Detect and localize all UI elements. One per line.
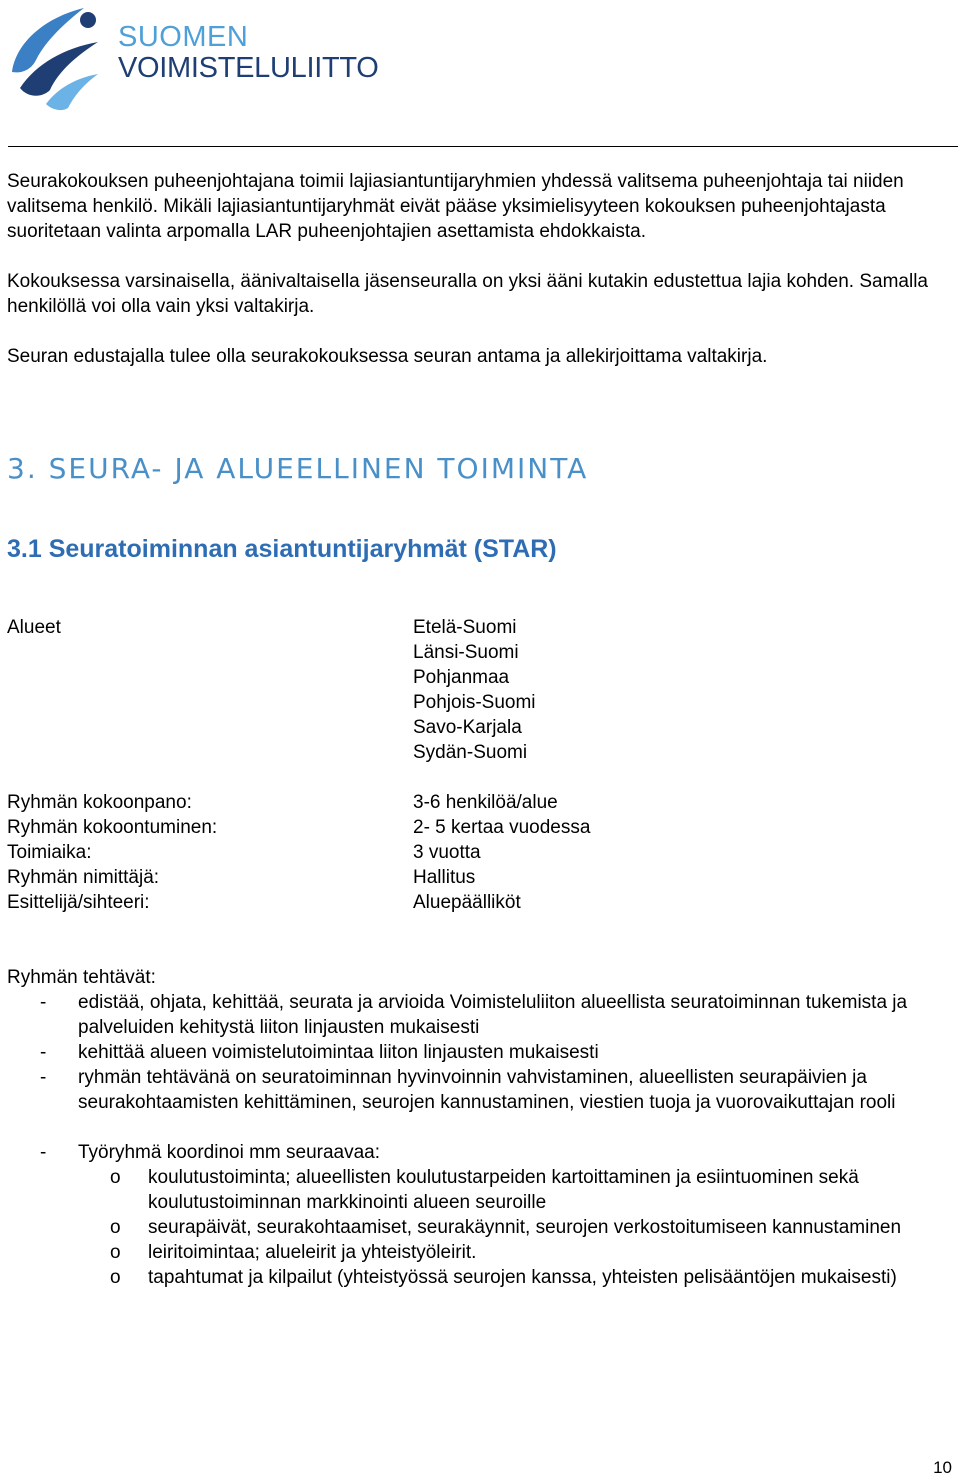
section-heading: 3. SEURA- JA ALUEELLINEN TOIMINTA: [7, 452, 589, 485]
logo-text-line1: SUOMEN: [118, 21, 249, 53]
task-subitem: [0, 1165, 958, 1215]
detail-label: Ryhmän kokoontuminen:: [7, 817, 218, 838]
task-subitems: [0, 1165, 958, 1290]
task-subitem-text: seurapäivät, seurakohtaamiset, seurakäynnit, seurojen verkostoitumiseen kannustaminen: [148, 1217, 902, 1238]
task-item: [0, 1040, 958, 1065]
paragraph-voting: Kokouksessa varsinaisella, äänivaltaisella jäsenseuralla on yksi ääni kutakin edustettua lajia kohden. Samalla henkilöllä voi olla vain yksi valtakirja.: [7, 271, 928, 317]
area-item: Pohjanmaa: [413, 667, 510, 688]
task-subitem: [0, 1240, 958, 1265]
detail-label: Toimiaika:: [7, 842, 92, 863]
detail-value: Hallitus: [413, 867, 476, 888]
task-text: edistää, ohjata, kehittää, seurata ja arvioida Voimisteluliiton alueellista seuratoiminnan tukemista ja palveluiden kehitystä liiton linjausten mukaisesti: [78, 992, 908, 1038]
details-labels: [7, 790, 217, 915]
gymnast-swirl-icon: [6, 2, 116, 112]
area-item: Sydän-Suomi: [413, 742, 528, 763]
area-item: Länsi-Suomi: [413, 642, 519, 663]
task-text: Työryhmä koordinoi mm seuraavaa:: [78, 1142, 381, 1163]
detail-value: 3 vuotta: [413, 842, 481, 863]
header-divider: [8, 146, 958, 147]
detail-label: Esittelijä/sihteeri:: [7, 892, 150, 913]
paragraph-meeting-chair: Seurakokouksen puheenjohtajana toimii lajiasiantuntijaryhmien yhdessä valitsema puheenjohtaja tai niiden valitsema henkilö. Mikäli lajiasiantuntijaryhmät eivät pääse yksimielisyyteen kokouksen puheenjohtajasta suoritetaan valinta arpomalla LAR puheenjohtajien asettamista ehdokkaista.: [7, 171, 904, 242]
task-item: [0, 990, 958, 1040]
dash-bullet: -: [40, 1042, 47, 1063]
areas-list: [413, 615, 536, 765]
area-item: Pohjois-Suomi: [413, 692, 536, 713]
detail-label: Ryhmän kokoonpano:: [7, 792, 192, 813]
detail-value: 3-6 henkilöä/alue: [413, 792, 558, 813]
detail-value: 2- 5 kertaa vuodessa: [413, 817, 591, 838]
detail-value: Aluepäälliköt: [413, 892, 521, 913]
subsection-heading: 3.1 Seuratoiminnan asiantuntijaryhmät (STAR): [7, 535, 557, 563]
task-subitem: [0, 1265, 958, 1290]
paragraph-proxy: Seuran edustajalla tulee olla seurakokouksessa seuran antama ja allekirjoittama valtakirja.: [7, 346, 768, 367]
circle-bullet: o: [110, 1217, 121, 1238]
task-subitem-text: tapahtumat ja kilpailut (yhteistyössä seurojen kanssa, yhteisten pelisääntöjen mukaisesti): [148, 1267, 897, 1288]
dash-bullet: -: [40, 1067, 47, 1088]
details-values: [413, 790, 590, 915]
page-number: 10: [933, 1458, 952, 1477]
logo-text-line2: VOIMISTELULIITTO: [118, 52, 379, 84]
circle-bullet: o: [110, 1242, 121, 1263]
list-spacer: [0, 1115, 958, 1140]
area-item: Etelä-Suomi: [413, 617, 517, 638]
dash-bullet: -: [40, 1142, 47, 1163]
areas-label: Alueet: [7, 617, 61, 638]
task-subitem-text: koulutustoiminta; alueellisten koulutustarpeiden kartoittaminen ja esiintuominen sekä koulutustoiminnan markkinointi alueen seuroille: [148, 1167, 859, 1213]
task-text: ryhmän tehtävänä on seuratoiminnan hyvinvoinnin vahvistaminen, alueellisten seurapäivien ja seurakohtaamisten kehittäminen, seurojen kannustaminen, viestien tuoja ja vuorovaikuttajan rooli: [78, 1067, 896, 1113]
tasks-title: Ryhmän tehtävät:: [7, 967, 156, 988]
task-item: [0, 1065, 958, 1115]
detail-label: Ryhmän nimittäjä:: [7, 867, 160, 888]
dash-bullet: -: [40, 992, 47, 1013]
task-item: [0, 1140, 958, 1290]
task-text: kehittää alueen voimistelutoimintaa liiton linjausten mukaisesti: [78, 1042, 599, 1063]
area-item: Savo-Karjala: [413, 717, 522, 738]
tasks-list: [0, 990, 960, 1290]
circle-bullet: o: [110, 1167, 121, 1188]
circle-bullet: o: [110, 1267, 121, 1288]
task-subitem-text: leiritoimintaa; alueleirit ja yhteistyöleirit.: [148, 1242, 477, 1263]
logo: [6, 2, 379, 112]
task-subitem: [0, 1215, 958, 1240]
